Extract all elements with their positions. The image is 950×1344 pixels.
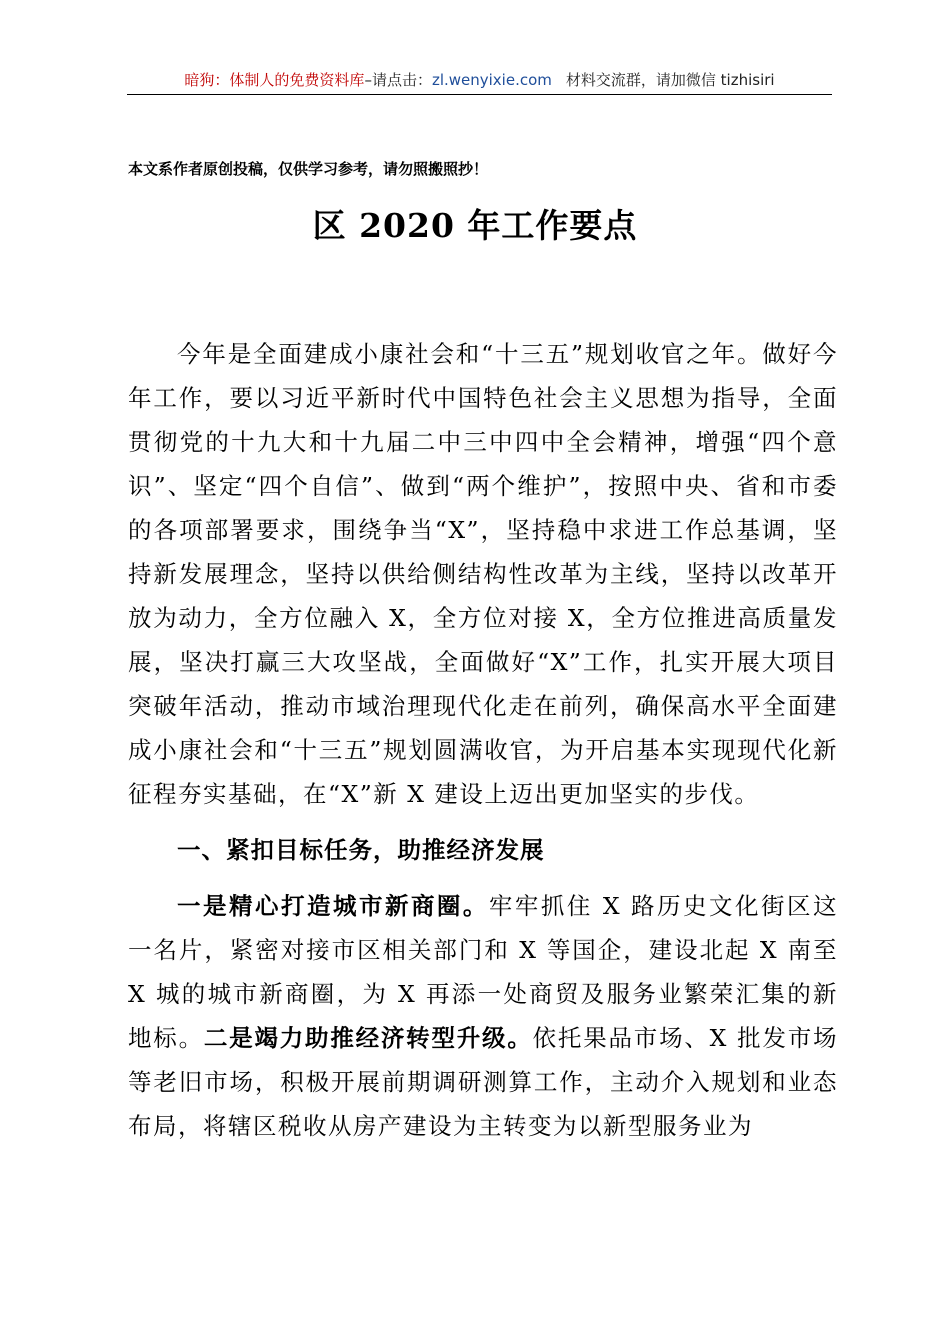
- item-2-text: 依托果品市场、X 批发市场等老旧市场，积极开展前期调研测算工作，主动介入规划和业态布局，将辖区税收从房产建设为主转变为以新型服务业为: [128, 1024, 839, 1140]
- header-link-prefix: –请点击：: [364, 71, 432, 89]
- header-link[interactable]: zl.wenyixie.com: [431, 71, 552, 89]
- document-body: [128, 332, 838, 1148]
- item-1-lead: 一是精心打造城市新商圈。: [177, 892, 489, 920]
- document-title: 区 2020 年工作要点: [312, 206, 638, 245]
- header-brand: 暗狗：体制人的免费资料库: [184, 71, 365, 89]
- section-1-paragraph: [128, 884, 838, 1148]
- intro-paragraph: 今年是全面建成小康社会和“十三五”规划收官之年。做好今年工作，要以习近平新时代中国特色社会主义思想为指导，全面贯彻党的十九大和十九届二中三中四中全会精神，增强“四个意识”、坚定“四个自信”、做到“两个维护”，按照中央、省和市委的各项部署要求，围绕争当“X”，坚持稳中求进工作总基调，坚持新发展理念，坚持以供给侧结构性改革为主线，坚持以改革开放为动力，全方位融入 X，全方位对接 X，全方位推进高质量发展，坚决打赢三大攻坚战，全面做好“X”工作，扎实开展大项目突破年活动，推动市域治理现代化走在前列，确保高水平全面建成小康社会和“十三五”规划圆满收官，为开启基本实现现代化新征程夯实基础，在“X”新 X 建设上迈出更加坚实的步伐。: [128, 340, 838, 808]
- author-notice: 本文系作者原创投稿，仅供学习参考，请勿照搬照抄！: [128, 160, 489, 178]
- header-contact: 材料交流群，请加微信 tizhisiri: [565, 71, 775, 89]
- item-1-text: 牢牢抓住 X 路历史文化街区这一名片，紧密对接市区相关部门和 X 等国企，建设北起 X 南至 X 城的城市新商圈，为 X 再添一处商贸及服务业繁荣汇集的新地标。: [128, 892, 839, 1052]
- section-1-heading: 一、紧扣目标任务，助推经济发展: [177, 836, 545, 864]
- item-2-lead: 二是竭力助推经济转型升级。: [203, 1024, 533, 1052]
- page-header: [127, 66, 832, 95]
